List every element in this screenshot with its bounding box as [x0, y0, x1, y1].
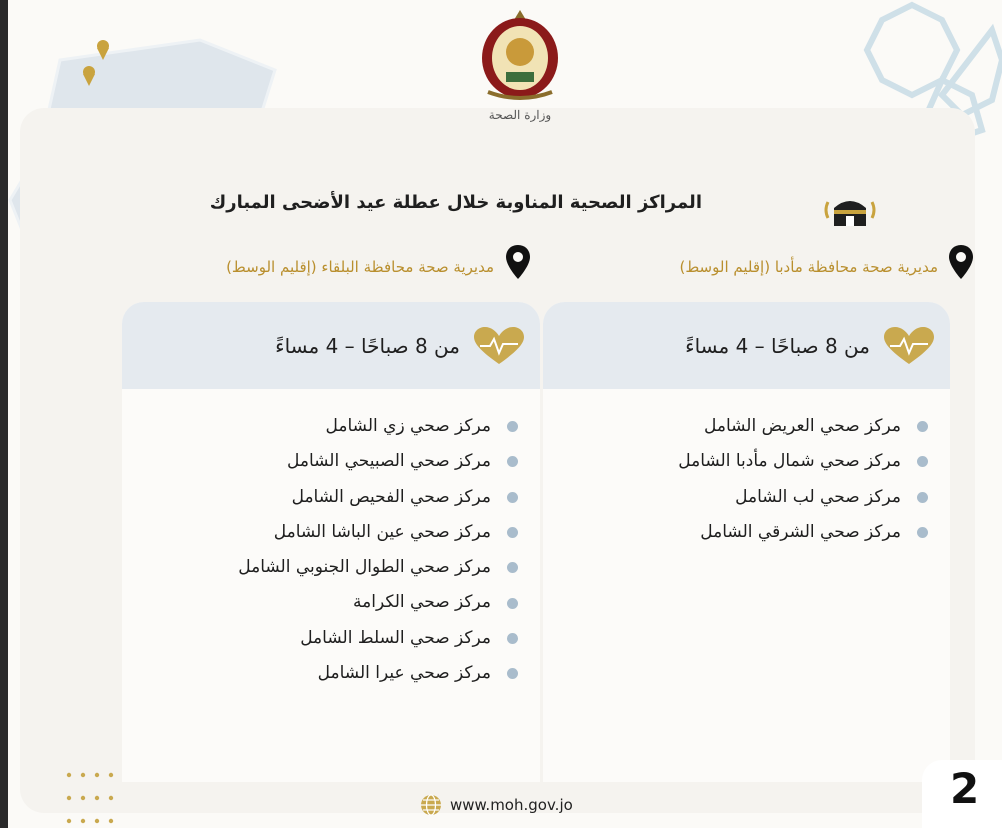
bullet-dot: [507, 527, 518, 538]
jordan-coat-of-arms-icon: [478, 6, 562, 106]
bullet-dot: [917, 456, 928, 467]
heartbeat-heart-icon: [882, 326, 936, 366]
bullet-dot: [917, 421, 928, 432]
balqa-centers-column: [122, 302, 540, 782]
directorate-madaba-label: مديرية صحة محافظة مأدبا (إقليم الوسط): [679, 258, 938, 276]
list-item: مركز صحي الطوال الجنوبي الشامل: [122, 550, 518, 585]
list-item: مركز صحي السلط الشامل: [122, 621, 518, 656]
heartbeat-heart-icon: [472, 326, 526, 366]
website-link[interactable]: [420, 794, 573, 816]
list-item: مركز صحي عين الباشا الشامل: [122, 515, 518, 550]
list-item: مركز صحي لب الشامل: [543, 480, 928, 515]
website-url-text: www.moh.gov.jo: [450, 796, 573, 814]
bullet-dot: [507, 456, 518, 467]
bullet-dot: [507, 492, 518, 503]
location-pin-icon: [505, 244, 531, 280]
bullet-dot: [507, 421, 518, 432]
list-item: مركز صحي الكرامة: [122, 585, 518, 620]
list-item: مركز صحي الصبيحي الشامل: [122, 444, 518, 479]
list-item: مركز صحي زي الشامل: [122, 409, 518, 444]
bullet-dot: [917, 492, 928, 503]
ministry-label: وزارة الصحة: [488, 108, 552, 122]
dot-grid-decoration: [65, 770, 121, 825]
hours-text: من 8 صباحًا – 4 مساءً: [685, 333, 870, 358]
list-item: مركز صحي عيرا الشامل: [122, 656, 518, 691]
directorate-balqa-label: مديرية صحة محافظة البلقاء (إقليم الوسط): [226, 258, 494, 276]
location-pin-icon: [948, 244, 974, 280]
list-item: مركز صحي شمال مأدبا الشامل: [543, 444, 928, 479]
hours-header: [122, 302, 540, 389]
madaba-centers-list: [543, 389, 950, 550]
bullet-dot: [507, 668, 518, 679]
globe-icon: [420, 794, 442, 816]
kaaba-icon: [820, 192, 880, 228]
page-number: 2: [950, 764, 980, 813]
list-item: مركز صحي الشرقي الشامل: [543, 515, 928, 550]
bullet-dot: [507, 562, 518, 573]
list-item: مركز صحي العريض الشامل: [543, 409, 928, 444]
bullet-dot: [507, 633, 518, 644]
madaba-centers-column: [543, 302, 950, 782]
bullet-dot: [507, 598, 518, 609]
hours-header: [543, 302, 950, 389]
balqa-centers-list: [122, 389, 540, 691]
list-item: مركز صحي الفحيص الشامل: [122, 480, 518, 515]
page-number-badge: [922, 760, 1002, 828]
page-title: المراكز الصحية المناوبة خلال عطلة عيد الأضحى المبارك: [209, 192, 702, 213]
hours-text: من 8 صباحًا – 4 مساءً: [275, 333, 460, 358]
bullet-dot: [917, 527, 928, 538]
